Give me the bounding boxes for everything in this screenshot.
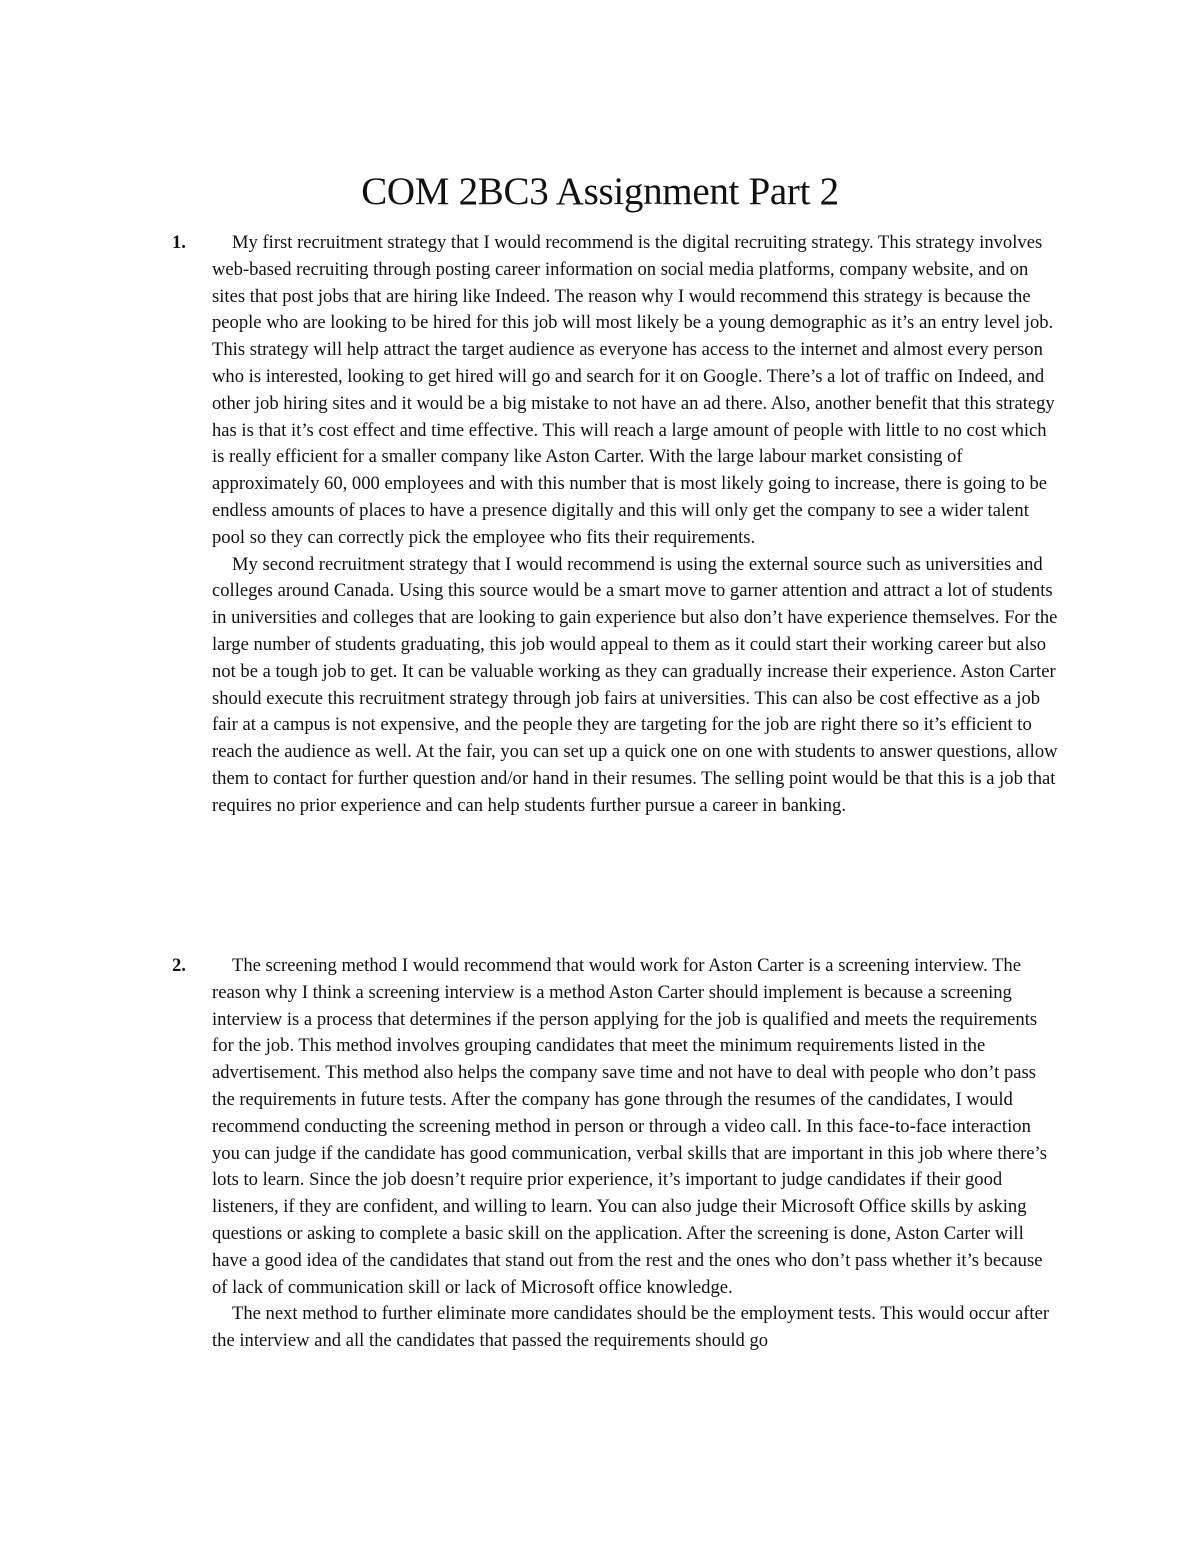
section-1-paragraph-1: My first recruitment strategy that I would recommend is the digital recruiting strategy. This strategy involves web-based recruiting through posting career information on social media platforms, company website, and on sites that post jobs that are hiring like Indeed. The reason why I would recommend this strategy is because the people who are looking to be hired for this job will most likely be a young demographic as it’s an entry level job. This strategy will help attract the target audience as everyone has access to the internet and almost every person who is interested, looking to get hired will go and search for it on Google. There’s a lot of traffic on Indeed, and other job hiring sites and it would be a big mistake to not have an ad there. Also, another benefit that this strategy has is that it’s cost effect and time effective. This will reach a large amount of people with little to no cost which is really efficient for a smaller company like Aston Carter. With the large labour market consisting of approximately 60, 000 employees and with this number that is most likely going to increase, there is going to be endless amounts of places to have a presence digitally and this will only get the company to see a wider talent pool so they can correctly pick the employee who fits their requirements. — [212, 232, 1055, 548]
section-1-paragraph-2: My second recruitment strategy that I would recommend is using the external source such as universities and colleges around Canada. Using this source would be a smart move to garner attention and attract a lot of students in universities and colleges that are looking to gain experience but also don’t have experience themselves. For the large number of students graduating, this job would appeal to them as it could start their working career but also not be a tough job to get. It can be valuable working as they can gradually increase their experience. Aston Carter should execute this recruitment strategy through job fairs at universities. This can also be cost effective as a job fair at a campus is not expensive, and the people they are targeting for the job are right there so it’s efficient to reach the audience as well. At the fair, you can set up a quick one on one with students to answer questions, allow them to contact for further question and/or hand in their resumes. The selling point would be that this is a job that requires no prior experience and can help students further pursue a career in banking. — [212, 553, 1058, 816]
section-2 — [172, 953, 1062, 1355]
section-number: 2. — [172, 955, 186, 976]
section-1 — [172, 230, 1062, 820]
section-2-paragraph-1: The screening method I would recommend that would work for Aston Carter is a screening interview. The reason why I think a screening interview is a method Aston Carter should implement is because a screening interview is a process that determines if the person applying for the job is qualified and meets the requirements for the job. This method involves grouping candidates that meet the minimum requirements listed in the advertisement. This method also helps the company save time and not have to deal with people who don’t pass the requirements in future tests. After the company has gone through the resumes of the candidates, I would recommend conducting the screening method in person or through a video call. In this face-to-face interaction you can judge if the candidate has good communication, verbal skills that are important in this job where there’s lots to learn. Since the job doesn’t require prior experience, it’s important to judge candidates if their good listeners, if they are confident, and willing to learn. You can also judge their Microsoft Office skills by asking questions or asking to complete a basic skill on the application. After the screening is done, Aston Carter will have a good idea of the candidates that stand out from the rest and the ones who don’t pass whether it’s because of lack of communication skill or lack of Microsoft office knowledge. — [212, 955, 1047, 1298]
section-number: 1. — [172, 232, 186, 253]
section-2-paragraph-2: The next method to further eliminate more candidates should be the employment tests. This would occur after the interview and all the candidates that passed the requirements should go — [212, 1303, 1050, 1352]
document-title: COM 2BC3 Assignment Part 2 — [361, 170, 839, 214]
